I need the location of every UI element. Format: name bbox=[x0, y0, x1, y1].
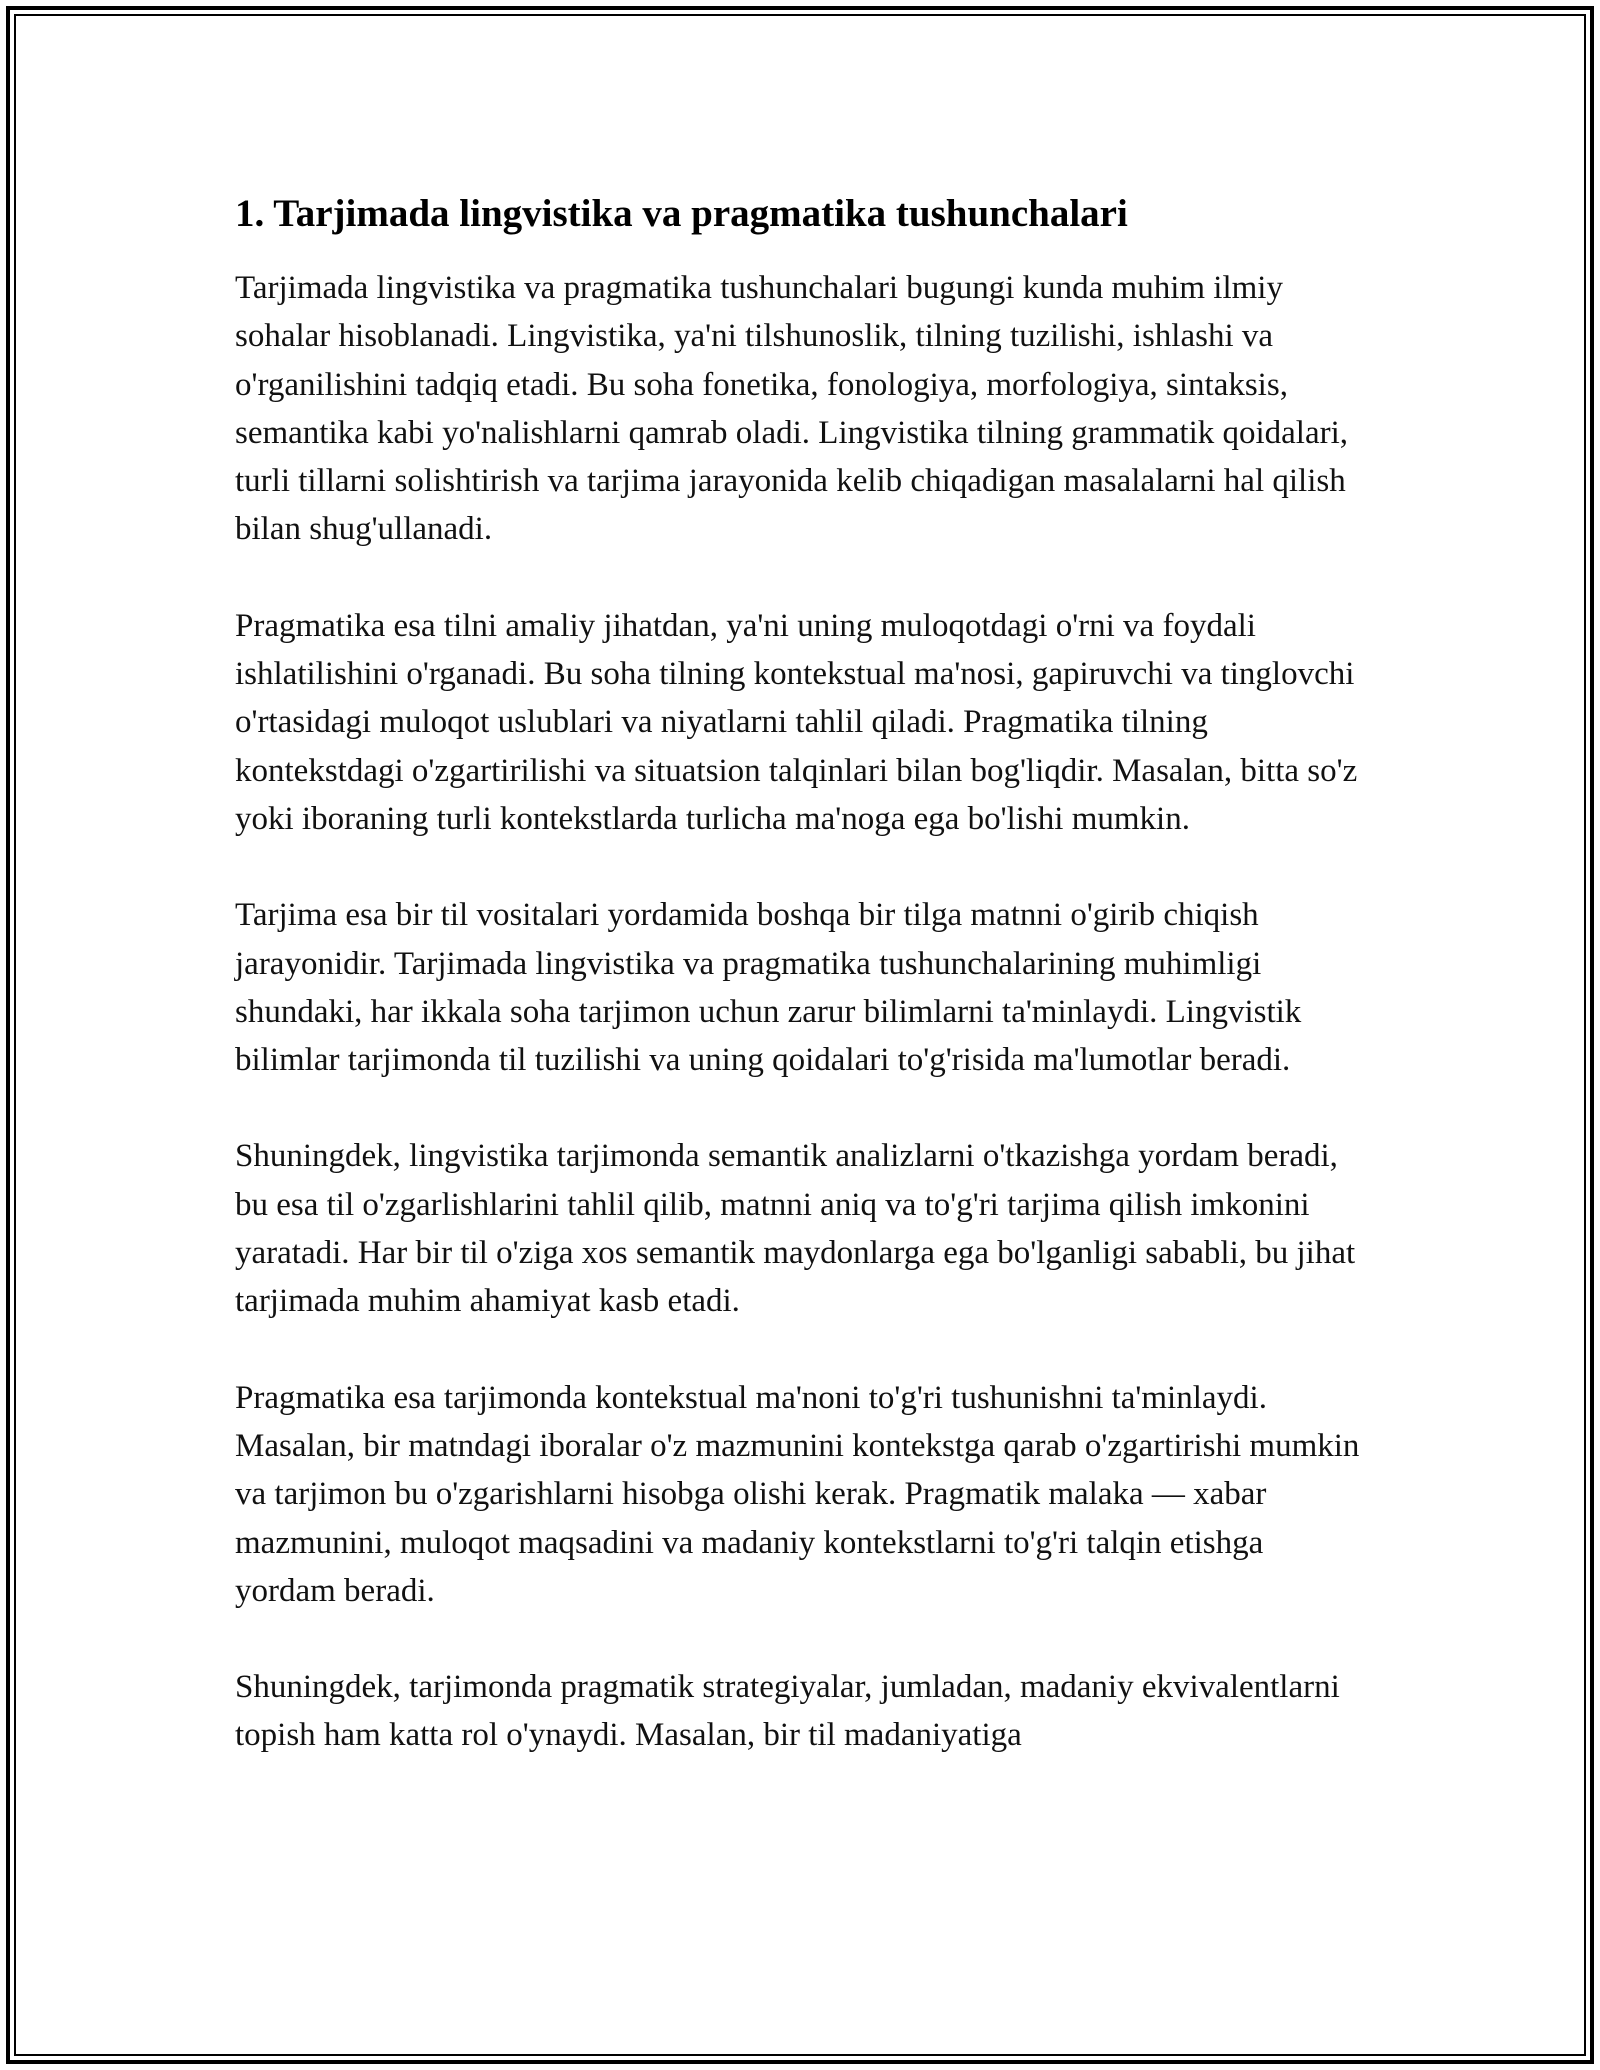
paragraph-1: Tarjimada lingvistika va pragmatika tushunchalari bugungi kunda muhim ilmiy sohalar hisoblanadi. Lingvistika, ya'ni tilshunoslik, tilning tuzilishi, ishlashi va o'rganilishini tadqiq etadi. Bu soha fonetika, fonologiya, morfologiya, sintaksis, semantika kabi yo'nalishlarni qamrab oladi. Lingvistika tilning grammatik qoidalari, turli tillarni solishtirish va tarjima jarayonida kelib chiqadigan masalalarni hal qilish bilan shug'ullanadi. bbox=[235, 270, 1349, 548]
paragraph-5: Pragmatika esa tarjimonda kontekstual ma'noni to'g'ri tushunishni ta'minlaydi. Masalan, bir matndagi iboralar o'z mazmunini kontekstga qarab o'zgartirishi mumkin va tarjimon bu o'zgarishlarni hisobga olishi kerak. Pragmatik malaka — xabar mazmunini, muloqot maqsadini va madaniy kontekstlarni to'g'ri talqin etishga yordam beradi. bbox=[235, 1379, 1360, 1609]
document-page bbox=[235, 186, 1365, 1760]
paragraph-4: Shuningdek, lingvistika tarjimonda semantik analizlarni o'tkazishga yordam beradi, bu esa til o'zgarlishlarini tahlil qilib, matnni aniq va to'g'ri tarjima qilish imkonini yaratadi. Har bir til o'ziga xos semantik maydonlarga ega bo'lganligi sababli, bu jihat tarjimada muhim ahamiyat kasb etadi. bbox=[235, 1138, 1356, 1320]
paragraph-2: Pragmatika esa tilni amaliy jihatdan, ya'ni uning muloqotdagi o'rni va foydali ishlatilishini o'rganadi. Bu soha tilning kontekstual ma'nosi, gapiruvchi va tinglovchi o'rtasidagi muloqot uslublari va niyatlarni tahlil qiladi. Pragmatika tilning kontekstdagi o'zgartirilishi va situatsion talqinlari bilan bog'liqdir. Masalan, bitta so'z yoki iboraning turli kontekstlarda turlicha ma'noga ega bo'lishi mumkin. bbox=[235, 607, 1358, 837]
paragraph-3: Tarjima esa bir til vositalari yordamida boshqa bir tilga matnni o'girib chiqish jarayonidir. Tarjimada lingvistika va pragmatika tushunchalarining muhimligi shundaki, har ikkala soha tarjimon uchun zarur bilimlarni ta'minlaydi. Lingvistik bilimlar tarjimonda til tuzilishi va uning qoidalari to'g'risida ma'lumotlar beradi. bbox=[235, 897, 1302, 1079]
paragraph-6: Shuningdek, tarjimonda pragmatik strategiyalar, jumladan, madaniy ekvivalentlarni topish ham katta rol o'ynaydi. Masalan, bir til madaniyatiga bbox=[235, 1669, 1340, 1754]
section-heading: 1. Tarjimada lingvistika va pragmatika tushunchalari bbox=[235, 192, 1128, 235]
